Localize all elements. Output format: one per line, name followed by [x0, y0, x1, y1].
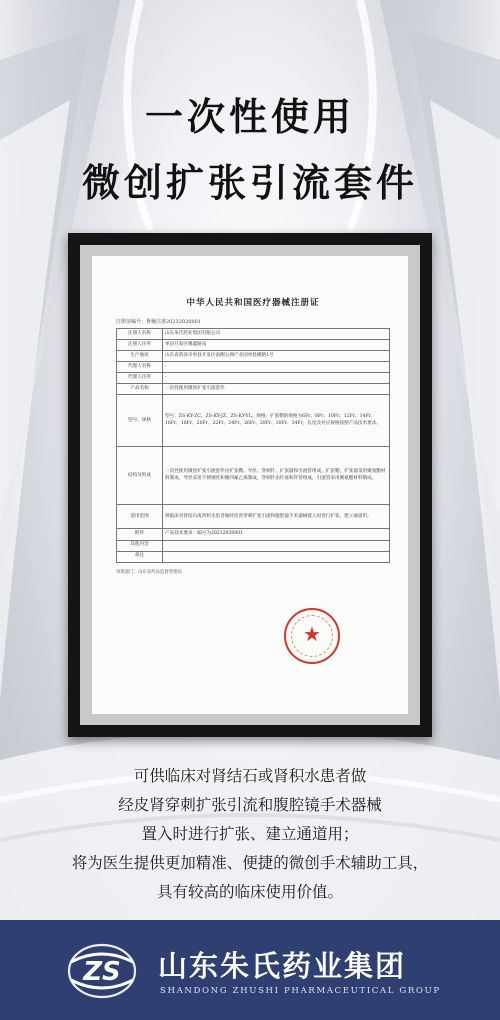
company-name-en: SHANDONG ZHUSHI PHARMACEUTICAL GROUP [160, 986, 441, 996]
description-line: 可供临床对肾结石或肾积水患者做 [133, 767, 367, 785]
row-key: 备注 [117, 551, 163, 562]
row-key: 注册人名称 [117, 329, 163, 340]
row-key: 代理人名称 [117, 362, 163, 373]
table-row [117, 447, 390, 505]
brand-footer [0, 920, 500, 1020]
table-row [117, 362, 390, 373]
row-value [163, 551, 390, 562]
row-key: 生产地址 [117, 351, 163, 362]
certificate-frame [68, 233, 432, 737]
table-row [117, 384, 390, 395]
table-row [117, 340, 390, 351]
certificate-title: 中华人民共和国医疗器械注册证 [186, 298, 320, 308]
row-key: 结构及组成 [117, 447, 163, 505]
table-row [117, 529, 390, 540]
table-row [117, 551, 390, 562]
row-value: 供临床对肾结石或肾积水患者做经皮肾穿刺扩张引流和腹腔镜手术器械置入时进行扩张、建立通道用。 [163, 505, 390, 529]
row-value: - [163, 373, 390, 384]
row-key: 型号、规格 [117, 395, 163, 447]
official-seal-stamp [284, 608, 340, 664]
row-value: 一次性使用微创扩张引流套件由扩张鞘、导丝、穿刺针、扩张器和引流管组成。扩张鞘、扩张器采用聚氨酯材料制成，导丝采用不锈钢丝和聚四氟乙烯制成，穿刺针由针座和针管组成，引流管采用聚氨酯材料制成。 [163, 447, 390, 505]
issuer-note: 审批部门：山东省药品监督管理局 [116, 569, 182, 575]
star-icon: ★ [303, 622, 321, 646]
row-key: 其他内容 [117, 540, 163, 551]
row-value: 山东省菏泽市单县开发区南侧五洲产业园单县横路1号 [163, 351, 390, 362]
company-logo-icon [65, 942, 139, 1000]
row-key: 附件 [117, 529, 163, 540]
row-value [163, 540, 390, 551]
row-value: 一次性使用微创扩张引流套件 [163, 384, 390, 395]
table-row [117, 505, 390, 529]
product-title-line1: 一次性使用 [144, 95, 355, 139]
table-row [117, 395, 390, 447]
row-key: 产品名称 [117, 384, 163, 395]
row-key: 注册人住所 [117, 340, 163, 351]
description-line: 将为医生提供更加精准、便捷的微创手术辅助工具， [71, 854, 429, 872]
product-description [0, 762, 500, 907]
table-row [117, 540, 390, 551]
description-line: 经皮肾穿刺扩张引流和腹腔镜手术器械 [118, 796, 382, 814]
certificate-document [92, 256, 408, 714]
company-name-cn: 山东朱氏药业集团 [158, 949, 407, 983]
row-key: 代理人住所 [117, 373, 163, 384]
product-title-line2: 微创扩张引流套件 [81, 161, 418, 205]
row-key: 适用范围 [117, 505, 163, 529]
description-line: 具有较高的临床使用价值。 [156, 883, 343, 901]
description-line: 置入时进行扩张、建立通道用； [141, 825, 359, 843]
table-row [117, 329, 390, 340]
row-value: 型号：ZS-KY-ZC、ZS-KY-JZ、ZS-KY-YL。规格：扩张鞘的规格为6Fr、8Fr、10Fr、12Fr、14Fr、16Fr、18Fr、20Fr、22Fr、24Fr、26Fr、28Fr、30Fr、34Fr，长度及对应规格按照产品技术要求。 [163, 395, 390, 447]
row-value: 单县开发区聚鑫路南 [163, 340, 390, 351]
registration-number: 注册证编号：鲁械注准20232020001 [116, 319, 201, 325]
table-row [117, 351, 390, 362]
row-value: 山东朱氏药业集团有限公司 [163, 329, 390, 340]
row-value: 产品技术要求：编号为20232020001 [163, 529, 390, 540]
table-row [117, 373, 390, 384]
logo-letters: ZS [83, 957, 121, 987]
certificate-mat [80, 245, 420, 725]
row-value: - [163, 362, 390, 373]
certificate-table [116, 328, 390, 563]
